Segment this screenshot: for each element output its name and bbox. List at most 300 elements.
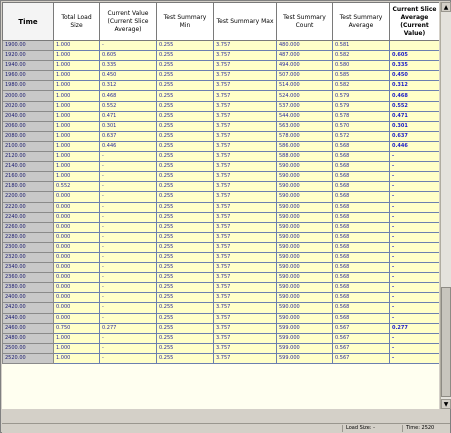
cell-total-load-size[interactable]: 0.000 bbox=[54, 263, 100, 273]
cell-current-slice-average[interactable]: - bbox=[390, 353, 440, 363]
cell-current-slice-average[interactable]: - bbox=[390, 313, 440, 323]
cell-test-summary-count[interactable]: 586.000 bbox=[277, 141, 333, 151]
cell-test-summary-count[interactable]: 590.000 bbox=[277, 202, 333, 212]
cell-test-summary-min[interactable]: 0.255 bbox=[157, 333, 214, 343]
cell-time[interactable]: 2140.00 bbox=[3, 162, 54, 172]
table-row[interactable] bbox=[3, 343, 440, 353]
cell-current-slice-average[interactable]: - bbox=[390, 343, 440, 353]
cell-test-summary-max[interactable]: 3.757 bbox=[214, 232, 277, 242]
cell-test-summary-average[interactable]: 0.567 bbox=[333, 333, 390, 343]
cell-test-summary-average[interactable]: 0.568 bbox=[333, 152, 390, 162]
cell-test-summary-average[interactable]: 0.579 bbox=[333, 91, 390, 101]
cell-current-slice-average[interactable]: - bbox=[390, 232, 440, 242]
cell-current-value[interactable]: 0.637 bbox=[100, 131, 157, 141]
cell-test-summary-count[interactable]: 514.000 bbox=[277, 81, 333, 91]
cell-total-load-size[interactable]: 0.552 bbox=[54, 182, 100, 192]
cell-test-summary-min[interactable]: 0.255 bbox=[157, 232, 214, 242]
cell-test-summary-average[interactable]: 0.568 bbox=[333, 192, 390, 202]
table-row[interactable] bbox=[3, 162, 440, 172]
cell-current-value[interactable]: - bbox=[100, 313, 157, 323]
cell-total-load-size[interactable]: 1.000 bbox=[54, 51, 100, 61]
cell-test-summary-max[interactable]: 3.757 bbox=[214, 61, 277, 71]
cell-test-summary-count[interactable]: 599.000 bbox=[277, 333, 333, 343]
cell-current-slice-average[interactable]: 0.277 bbox=[390, 323, 440, 333]
cell-total-load-size[interactable]: 1.000 bbox=[54, 162, 100, 172]
cell-current-slice-average[interactable]: - bbox=[390, 222, 440, 232]
cell-test-summary-average[interactable]: 0.567 bbox=[333, 323, 390, 333]
table-row[interactable] bbox=[3, 172, 440, 182]
cell-total-load-size[interactable]: 1.000 bbox=[54, 121, 100, 131]
cell-current-value[interactable]: 0.605 bbox=[100, 51, 157, 61]
table-row[interactable] bbox=[3, 111, 440, 121]
table-row[interactable] bbox=[3, 252, 440, 262]
table-row[interactable] bbox=[3, 121, 440, 131]
cell-time[interactable]: 2240.00 bbox=[3, 212, 54, 222]
column-header-test-summary-count[interactable]: Test Summary Count bbox=[277, 3, 333, 41]
cell-test-summary-max[interactable]: 3.757 bbox=[214, 242, 277, 252]
cell-test-summary-max[interactable]: 3.757 bbox=[214, 343, 277, 353]
cell-test-summary-max[interactable]: 3.757 bbox=[214, 152, 277, 162]
cell-test-summary-count[interactable]: 590.000 bbox=[277, 303, 333, 313]
table-row[interactable] bbox=[3, 51, 440, 61]
cell-test-summary-min[interactable]: 0.255 bbox=[157, 162, 214, 172]
cell-current-slice-average[interactable]: 0.605 bbox=[390, 51, 440, 61]
cell-test-summary-count[interactable]: 590.000 bbox=[277, 242, 333, 252]
cell-time[interactable]: 2180.00 bbox=[3, 182, 54, 192]
cell-time[interactable]: 2060.00 bbox=[3, 121, 54, 131]
cell-test-summary-average[interactable]: 0.567 bbox=[333, 343, 390, 353]
cell-test-summary-min[interactable]: 0.255 bbox=[157, 263, 214, 273]
cell-test-summary-min[interactable]: 0.255 bbox=[157, 212, 214, 222]
cell-current-value[interactable]: - bbox=[100, 293, 157, 303]
cell-test-summary-average[interactable]: 0.580 bbox=[333, 61, 390, 71]
cell-current-value[interactable]: 0.446 bbox=[100, 141, 157, 151]
cell-test-summary-average[interactable]: 0.568 bbox=[333, 212, 390, 222]
table-row[interactable] bbox=[3, 303, 440, 313]
cell-total-load-size[interactable]: 0.000 bbox=[54, 242, 100, 252]
cell-current-value[interactable]: 0.335 bbox=[100, 61, 157, 71]
cell-time[interactable]: 2040.00 bbox=[3, 111, 54, 121]
cell-test-summary-max[interactable]: 3.757 bbox=[214, 252, 277, 262]
table-row[interactable] bbox=[3, 263, 440, 273]
cell-current-value[interactable]: 0.277 bbox=[100, 323, 157, 333]
cell-test-summary-max[interactable]: 3.757 bbox=[214, 212, 277, 222]
cell-test-summary-max[interactable]: 3.757 bbox=[214, 141, 277, 151]
cell-test-summary-average[interactable]: 0.568 bbox=[333, 172, 390, 182]
cell-current-slice-average[interactable]: - bbox=[390, 162, 440, 172]
column-header-test-summary-min[interactable]: Test Summary Min bbox=[157, 3, 214, 41]
cell-current-slice-average[interactable]: - bbox=[390, 172, 440, 182]
cell-time[interactable]: 2320.00 bbox=[3, 252, 54, 262]
cell-test-summary-max[interactable]: 3.757 bbox=[214, 222, 277, 232]
cell-test-summary-min[interactable]: 0.255 bbox=[157, 182, 214, 192]
cell-test-summary-max[interactable]: 3.757 bbox=[214, 202, 277, 212]
cell-test-summary-min[interactable]: 0.255 bbox=[157, 313, 214, 323]
cell-total-load-size[interactable]: 0.000 bbox=[54, 212, 100, 222]
cell-time[interactable]: 2080.00 bbox=[3, 131, 54, 141]
cell-current-slice-average[interactable]: 0.471 bbox=[390, 111, 440, 121]
cell-time[interactable]: 2000.00 bbox=[3, 91, 54, 101]
cell-test-summary-average[interactable]: 0.568 bbox=[333, 202, 390, 212]
table-row[interactable] bbox=[3, 71, 440, 81]
cell-test-summary-count[interactable]: 544.000 bbox=[277, 111, 333, 121]
cell-current-value[interactable]: - bbox=[100, 333, 157, 343]
cell-current-slice-average[interactable]: 0.335 bbox=[390, 61, 440, 71]
cell-test-summary-min[interactable]: 0.255 bbox=[157, 131, 214, 141]
table-row[interactable] bbox=[3, 192, 440, 202]
cell-current-slice-average[interactable]: 0.446 bbox=[390, 141, 440, 151]
cell-total-load-size[interactable]: 0.000 bbox=[54, 202, 100, 212]
cell-test-summary-average[interactable]: 0.568 bbox=[333, 273, 390, 283]
cell-test-summary-count[interactable]: 563.000 bbox=[277, 121, 333, 131]
scrollbar-thumb[interactable] bbox=[441, 287, 451, 397]
table-row[interactable] bbox=[3, 91, 440, 101]
cell-current-slice-average[interactable]: - bbox=[390, 293, 440, 303]
cell-time[interactable]: 2220.00 bbox=[3, 202, 54, 212]
cell-test-summary-count[interactable]: 578.000 bbox=[277, 131, 333, 141]
cell-current-slice-average[interactable]: - bbox=[390, 202, 440, 212]
cell-test-summary-max[interactable]: 3.757 bbox=[214, 182, 277, 192]
table-row[interactable] bbox=[3, 182, 440, 192]
cell-current-value[interactable]: - bbox=[100, 162, 157, 172]
cell-current-slice-average[interactable]: - bbox=[390, 242, 440, 252]
cell-time[interactable]: 1900.00 bbox=[3, 41, 54, 51]
cell-current-value[interactable]: - bbox=[100, 172, 157, 182]
cell-test-summary-count[interactable]: 590.000 bbox=[277, 273, 333, 283]
column-header-test-summary-average[interactable]: Test Summary Average bbox=[333, 3, 390, 41]
table-row[interactable] bbox=[3, 323, 440, 333]
cell-test-summary-min[interactable]: 0.255 bbox=[157, 101, 214, 111]
cell-test-summary-count[interactable]: 507.000 bbox=[277, 71, 333, 81]
column-header-time[interactable]: Time bbox=[3, 3, 54, 41]
table-row[interactable] bbox=[3, 313, 440, 323]
cell-current-slice-average[interactable]: 0.450 bbox=[390, 71, 440, 81]
cell-time[interactable]: 2380.00 bbox=[3, 283, 54, 293]
table-row[interactable] bbox=[3, 61, 440, 71]
cell-test-summary-min[interactable]: 0.255 bbox=[157, 51, 214, 61]
cell-test-summary-count[interactable]: 590.000 bbox=[277, 182, 333, 192]
cell-test-summary-min[interactable]: 0.255 bbox=[157, 283, 214, 293]
cell-current-value[interactable]: - bbox=[100, 152, 157, 162]
cell-test-summary-max[interactable]: 3.757 bbox=[214, 333, 277, 343]
cell-total-load-size[interactable]: 1.000 bbox=[54, 61, 100, 71]
cell-test-summary-count[interactable]: 590.000 bbox=[277, 192, 333, 202]
cell-test-summary-average[interactable]: 0.572 bbox=[333, 131, 390, 141]
cell-total-load-size[interactable]: 1.000 bbox=[54, 343, 100, 353]
cell-test-summary-average[interactable]: 0.568 bbox=[333, 232, 390, 242]
cell-test-summary-count[interactable]: 590.000 bbox=[277, 263, 333, 273]
cell-test-summary-average[interactable]: 0.570 bbox=[333, 121, 390, 131]
cell-total-load-size[interactable]: 0.000 bbox=[54, 293, 100, 303]
table-row[interactable] bbox=[3, 141, 440, 151]
cell-test-summary-average[interactable]: 0.568 bbox=[333, 182, 390, 192]
cell-test-summary-max[interactable]: 3.757 bbox=[214, 353, 277, 363]
cell-current-value[interactable]: 0.468 bbox=[100, 91, 157, 101]
cell-test-summary-count[interactable]: 480.000 bbox=[277, 41, 333, 51]
table-row[interactable] bbox=[3, 273, 440, 283]
table-row[interactable] bbox=[3, 81, 440, 91]
cell-test-summary-min[interactable]: 0.255 bbox=[157, 61, 214, 71]
cell-test-summary-min[interactable]: 0.255 bbox=[157, 111, 214, 121]
cell-time[interactable]: 2020.00 bbox=[3, 101, 54, 111]
cell-test-summary-average[interactable]: 0.579 bbox=[333, 101, 390, 111]
cell-current-slice-average[interactable]: 0.468 bbox=[390, 91, 440, 101]
cell-total-load-size[interactable]: 0.000 bbox=[54, 273, 100, 283]
cell-test-summary-average[interactable]: 0.567 bbox=[333, 353, 390, 363]
cell-test-summary-average[interactable]: 0.568 bbox=[333, 293, 390, 303]
table-row[interactable] bbox=[3, 131, 440, 141]
table-row[interactable] bbox=[3, 212, 440, 222]
cell-test-summary-min[interactable]: 0.255 bbox=[157, 91, 214, 101]
cell-current-slice-average[interactable]: - bbox=[390, 192, 440, 202]
cell-total-load-size[interactable]: 1.000 bbox=[54, 353, 100, 363]
cell-current-value[interactable]: 0.471 bbox=[100, 111, 157, 121]
cell-test-summary-min[interactable]: 0.255 bbox=[157, 353, 214, 363]
cell-current-value[interactable]: 0.450 bbox=[100, 71, 157, 81]
table-row[interactable] bbox=[3, 293, 440, 303]
cell-test-summary-min[interactable]: 0.255 bbox=[157, 242, 214, 252]
cell-current-slice-average[interactable]: - bbox=[390, 263, 440, 273]
cell-test-summary-min[interactable]: 0.255 bbox=[157, 222, 214, 232]
cell-test-summary-count[interactable]: 590.000 bbox=[277, 232, 333, 242]
cell-current-value[interactable]: - bbox=[100, 182, 157, 192]
cell-current-value[interactable]: - bbox=[100, 273, 157, 283]
table-row[interactable] bbox=[3, 222, 440, 232]
cell-total-load-size[interactable]: 1.000 bbox=[54, 172, 100, 182]
cell-test-summary-count[interactable]: 590.000 bbox=[277, 212, 333, 222]
cell-test-summary-average[interactable]: 0.582 bbox=[333, 51, 390, 61]
cell-test-summary-max[interactable]: 3.757 bbox=[214, 172, 277, 182]
cell-current-value[interactable]: - bbox=[100, 41, 157, 51]
cell-test-summary-max[interactable]: 3.757 bbox=[214, 71, 277, 81]
cell-test-summary-average[interactable]: 0.581 bbox=[333, 41, 390, 51]
table-row[interactable] bbox=[3, 202, 440, 212]
cell-time[interactable]: 2480.00 bbox=[3, 333, 54, 343]
cell-time[interactable]: 2260.00 bbox=[3, 222, 54, 232]
vertical-scrollbar[interactable] bbox=[440, 2, 451, 409]
cell-current-value[interactable]: 0.312 bbox=[100, 81, 157, 91]
cell-test-summary-count[interactable]: 599.000 bbox=[277, 323, 333, 333]
cell-time[interactable]: 2200.00 bbox=[3, 192, 54, 202]
cell-total-load-size[interactable]: 1.000 bbox=[54, 101, 100, 111]
cell-test-summary-max[interactable]: 3.757 bbox=[214, 41, 277, 51]
cell-test-summary-min[interactable]: 0.255 bbox=[157, 202, 214, 212]
cell-test-summary-min[interactable]: 0.255 bbox=[157, 141, 214, 151]
cell-time[interactable]: 2360.00 bbox=[3, 273, 54, 283]
cell-test-summary-count[interactable]: 590.000 bbox=[277, 172, 333, 182]
cell-current-value[interactable]: - bbox=[100, 353, 157, 363]
cell-test-summary-max[interactable]: 3.757 bbox=[214, 111, 277, 121]
cell-test-summary-count[interactable]: 599.000 bbox=[277, 353, 333, 363]
table-row[interactable] bbox=[3, 152, 440, 162]
cell-current-value[interactable]: - bbox=[100, 192, 157, 202]
cell-test-summary-max[interactable]: 3.757 bbox=[214, 323, 277, 333]
cell-total-load-size[interactable]: 0.000 bbox=[54, 192, 100, 202]
cell-test-summary-max[interactable]: 3.757 bbox=[214, 51, 277, 61]
cell-test-summary-max[interactable]: 3.757 bbox=[214, 313, 277, 323]
column-header-current-value[interactable]: Current Value (Current Slice Average) bbox=[100, 3, 157, 41]
cell-test-summary-max[interactable]: 3.757 bbox=[214, 81, 277, 91]
cell-current-value[interactable]: - bbox=[100, 283, 157, 293]
scroll-up-arrow-icon[interactable]: ▲ bbox=[441, 2, 451, 12]
cell-test-summary-min[interactable]: 0.255 bbox=[157, 41, 214, 51]
cell-test-summary-max[interactable]: 3.757 bbox=[214, 91, 277, 101]
cell-total-load-size[interactable]: 1.000 bbox=[54, 152, 100, 162]
cell-test-summary-max[interactable]: 3.757 bbox=[214, 263, 277, 273]
cell-test-summary-count[interactable]: 590.000 bbox=[277, 293, 333, 303]
cell-time[interactable]: 2500.00 bbox=[3, 343, 54, 353]
cell-current-value[interactable]: 0.301 bbox=[100, 121, 157, 131]
cell-test-summary-max[interactable]: 3.757 bbox=[214, 303, 277, 313]
cell-total-load-size[interactable]: 1.000 bbox=[54, 91, 100, 101]
cell-total-load-size[interactable]: 0.000 bbox=[54, 313, 100, 323]
scroll-down-arrow-icon[interactable]: ▼ bbox=[441, 399, 451, 409]
cell-current-slice-average[interactable]: - bbox=[390, 252, 440, 262]
results-grid[interactable] bbox=[2, 2, 439, 409]
cell-current-value[interactable]: - bbox=[100, 343, 157, 353]
cell-test-summary-min[interactable]: 0.255 bbox=[157, 192, 214, 202]
cell-test-summary-min[interactable]: 0.255 bbox=[157, 293, 214, 303]
column-header-total-load-size[interactable]: Total Load Size bbox=[54, 3, 100, 41]
cell-time[interactable]: 2440.00 bbox=[3, 313, 54, 323]
cell-test-summary-count[interactable]: 487.000 bbox=[277, 51, 333, 61]
cell-test-summary-count[interactable]: 524.000 bbox=[277, 91, 333, 101]
cell-current-slice-average[interactable]: 0.312 bbox=[390, 81, 440, 91]
cell-test-summary-min[interactable]: 0.255 bbox=[157, 323, 214, 333]
cell-total-load-size[interactable]: 1.000 bbox=[54, 333, 100, 343]
cell-test-summary-min[interactable]: 0.255 bbox=[157, 71, 214, 81]
cell-time[interactable]: 2520.00 bbox=[3, 353, 54, 363]
cell-test-summary-max[interactable]: 3.757 bbox=[214, 162, 277, 172]
cell-current-value[interactable]: - bbox=[100, 242, 157, 252]
cell-total-load-size[interactable]: 1.000 bbox=[54, 81, 100, 91]
table-row[interactable] bbox=[3, 41, 440, 51]
cell-current-slice-average[interactable]: 0.301 bbox=[390, 121, 440, 131]
cell-current-slice-average[interactable]: - bbox=[390, 283, 440, 293]
cell-test-summary-min[interactable]: 0.255 bbox=[157, 252, 214, 262]
cell-time[interactable]: 1960.00 bbox=[3, 71, 54, 81]
cell-test-summary-max[interactable]: 3.757 bbox=[214, 273, 277, 283]
cell-time[interactable]: 2120.00 bbox=[3, 152, 54, 162]
cell-total-load-size[interactable]: 1.000 bbox=[54, 131, 100, 141]
column-header-current-slice-average[interactable]: Current Slice Average (Current Value) bbox=[390, 3, 440, 41]
cell-time[interactable]: 1920.00 bbox=[3, 51, 54, 61]
cell-test-summary-min[interactable]: 0.255 bbox=[157, 172, 214, 182]
cell-test-summary-max[interactable]: 3.757 bbox=[214, 293, 277, 303]
cell-current-slice-average[interactable]: - bbox=[390, 182, 440, 192]
table-row[interactable] bbox=[3, 353, 440, 363]
cell-current-value[interactable]: - bbox=[100, 252, 157, 262]
cell-test-summary-average[interactable]: 0.568 bbox=[333, 252, 390, 262]
cell-current-value[interactable]: 0.552 bbox=[100, 101, 157, 111]
cell-current-slice-average[interactable]: 0.637 bbox=[390, 131, 440, 141]
cell-test-summary-count[interactable]: 590.000 bbox=[277, 252, 333, 262]
cell-test-summary-min[interactable]: 0.255 bbox=[157, 152, 214, 162]
cell-test-summary-average[interactable]: 0.568 bbox=[333, 242, 390, 252]
cell-test-summary-average[interactable]: 0.568 bbox=[333, 141, 390, 151]
cell-test-summary-min[interactable]: 0.255 bbox=[157, 121, 214, 131]
cell-total-load-size[interactable]: 1.000 bbox=[54, 71, 100, 81]
cell-time[interactable]: 2340.00 bbox=[3, 263, 54, 273]
cell-time[interactable]: 2300.00 bbox=[3, 242, 54, 252]
cell-test-summary-average[interactable]: 0.585 bbox=[333, 71, 390, 81]
cell-test-summary-min[interactable]: 0.255 bbox=[157, 273, 214, 283]
cell-test-summary-average[interactable]: 0.582 bbox=[333, 81, 390, 91]
cell-test-summary-average[interactable]: 0.568 bbox=[333, 283, 390, 293]
cell-current-value[interactable]: - bbox=[100, 212, 157, 222]
cell-current-value[interactable]: - bbox=[100, 202, 157, 212]
cell-current-value[interactable]: - bbox=[100, 263, 157, 273]
column-header-test-summary-max[interactable]: Test Summary Max bbox=[214, 3, 277, 41]
cell-current-slice-average[interactable]: - bbox=[390, 273, 440, 283]
cell-test-summary-count[interactable]: 537.000 bbox=[277, 101, 333, 111]
cell-test-summary-average[interactable]: 0.578 bbox=[333, 111, 390, 121]
cell-time[interactable]: 1980.00 bbox=[3, 81, 54, 91]
cell-test-summary-average[interactable]: 0.568 bbox=[333, 222, 390, 232]
cell-current-value[interactable]: - bbox=[100, 303, 157, 313]
cell-current-slice-average[interactable]: - bbox=[390, 152, 440, 162]
cell-test-summary-count[interactable]: 588.000 bbox=[277, 152, 333, 162]
cell-total-load-size[interactable]: 1.000 bbox=[54, 41, 100, 51]
cell-test-summary-count[interactable]: 590.000 bbox=[277, 162, 333, 172]
cell-test-summary-count[interactable]: 590.000 bbox=[277, 222, 333, 232]
cell-current-slice-average[interactable]: 0.552 bbox=[390, 101, 440, 111]
table-row[interactable] bbox=[3, 232, 440, 242]
cell-current-value[interactable]: - bbox=[100, 222, 157, 232]
cell-test-summary-max[interactable]: 3.757 bbox=[214, 101, 277, 111]
cell-current-slice-average[interactable]: - bbox=[390, 212, 440, 222]
cell-test-summary-count[interactable]: 590.000 bbox=[277, 313, 333, 323]
cell-time[interactable]: 2280.00 bbox=[3, 232, 54, 242]
cell-test-summary-average[interactable]: 0.568 bbox=[333, 162, 390, 172]
cell-total-load-size[interactable]: 0.000 bbox=[54, 303, 100, 313]
table-row[interactable] bbox=[3, 283, 440, 293]
cell-test-summary-max[interactable]: 3.757 bbox=[214, 121, 277, 131]
cell-time[interactable]: 2400.00 bbox=[3, 293, 54, 303]
cell-total-load-size[interactable]: 1.000 bbox=[54, 141, 100, 151]
cell-total-load-size[interactable]: 0.750 bbox=[54, 323, 100, 333]
cell-test-summary-min[interactable]: 0.255 bbox=[157, 343, 214, 353]
cell-total-load-size[interactable]: 1.000 bbox=[54, 111, 100, 121]
cell-total-load-size[interactable]: 0.000 bbox=[54, 283, 100, 293]
cell-test-summary-max[interactable]: 3.757 bbox=[214, 192, 277, 202]
cell-test-summary-max[interactable]: 3.757 bbox=[214, 283, 277, 293]
cell-time[interactable]: 2160.00 bbox=[3, 172, 54, 182]
cell-test-summary-count[interactable]: 494.000 bbox=[277, 61, 333, 71]
cell-current-slice-average[interactable]: - bbox=[390, 303, 440, 313]
cell-test-summary-min[interactable]: 0.255 bbox=[157, 303, 214, 313]
cell-time[interactable]: 2460.00 bbox=[3, 323, 54, 333]
table-row[interactable] bbox=[3, 101, 440, 111]
table-row[interactable] bbox=[3, 333, 440, 343]
cell-time[interactable]: 1940.00 bbox=[3, 61, 54, 71]
cell-test-summary-average[interactable]: 0.568 bbox=[333, 263, 390, 273]
cell-test-summary-min[interactable]: 0.255 bbox=[157, 81, 214, 91]
cell-current-slice-average[interactable]: - bbox=[390, 333, 440, 343]
cell-current-slice-average[interactable] bbox=[390, 41, 440, 51]
cell-test-summary-average[interactable]: 0.568 bbox=[333, 303, 390, 313]
cell-test-summary-average[interactable]: 0.568 bbox=[333, 313, 390, 323]
cell-total-load-size[interactable]: 0.000 bbox=[54, 232, 100, 242]
cell-time[interactable]: 2100.00 bbox=[3, 141, 54, 151]
cell-time[interactable]: 2420.00 bbox=[3, 303, 54, 313]
cell-total-load-size[interactable]: 0.000 bbox=[54, 222, 100, 232]
cell-test-summary-max[interactable]: 3.757 bbox=[214, 131, 277, 141]
cell-test-summary-count[interactable]: 590.000 bbox=[277, 283, 333, 293]
cell-test-summary-count[interactable]: 599.000 bbox=[277, 343, 333, 353]
cell-total-load-size[interactable]: 0.000 bbox=[54, 252, 100, 262]
cell-current-value[interactable]: - bbox=[100, 232, 157, 242]
